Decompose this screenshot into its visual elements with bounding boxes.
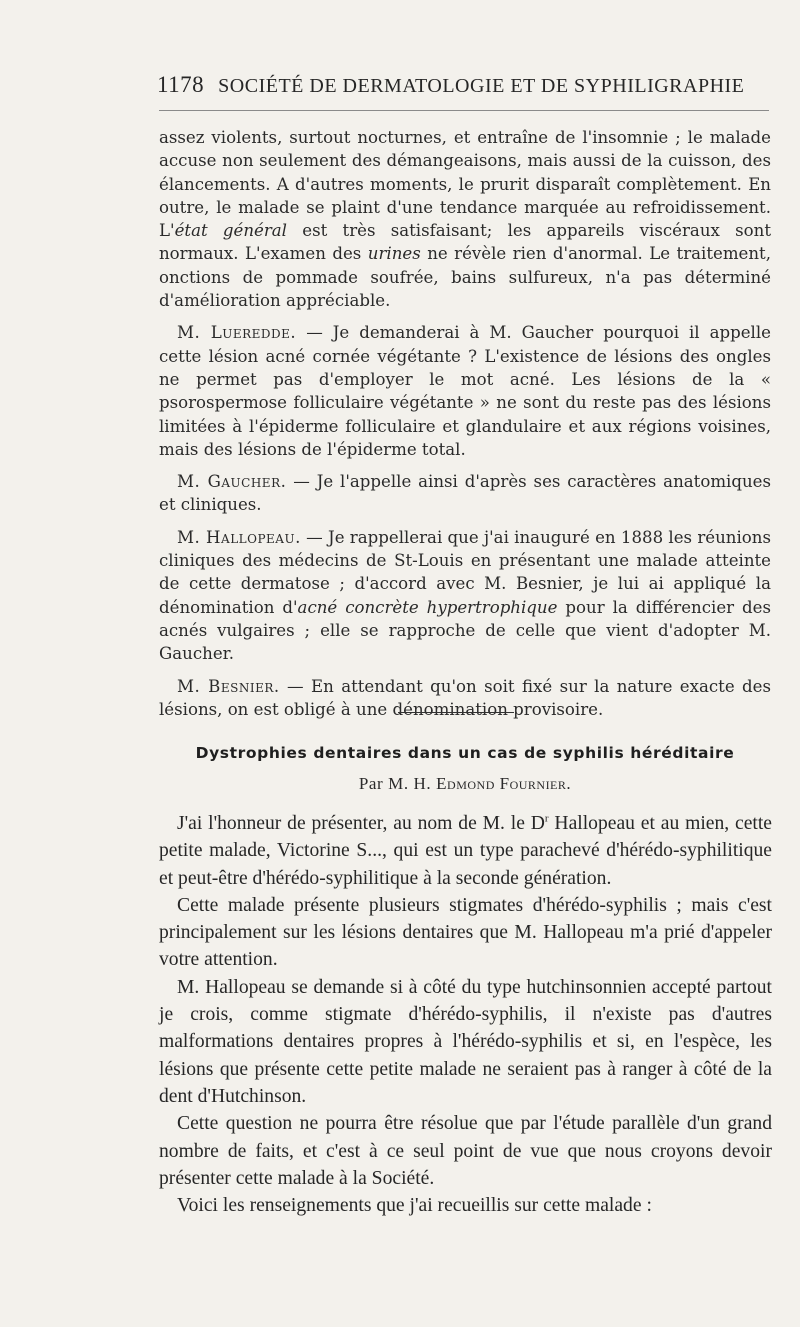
paragraph-case-description: assez violents, surtout nocturnes, et entraîne de l'insomnie ; le malade accuse non seulement des démangeaisons, mais aussi de la cuisson, des élancements. A d'autres moments, le prurit disparaît complètement. En outre, le malade se plaint d'une tendance marquée au refroidissement. L'état général est très satisfaisant; les appareils viscéraux sont normaux. L'examen des urines ne révèle rien d'anormal. Le traitement, onctions de pommade soufrée, bains sulfureux, n'a pas déterminé d'amélioration appréciable. xyxy=(159,128,772,311)
article-paragraph-3: M. Hallopeau se demande si à côté du type hutchinsonnien accepté partout je crois, comme stigmate d'hérédo-syphilis, il n'existe pas d'autres malformations dentaires propres à l'hérédo-syphilis et si, en l'espèce, les lésions que présente cette petite malade ne seraient pas à ranger à côté de la dent d'Hutchinson. xyxy=(159,976,772,1107)
article-body xyxy=(159,810,772,1219)
speaker-lueredde: M. Lueredde. xyxy=(177,323,297,343)
running-title: SOCIÉTÉ DE DERMATOLOGIE ET DE SYPHILIGRAPHIE xyxy=(218,75,745,97)
article-byline: Par M. H. Edmond Fournier. xyxy=(358,774,572,793)
article-title: Dystrophies dentaires dans un cas de syphilis héréditaire xyxy=(195,744,735,762)
article-paragraph-1: J'ai l'honneur de présenter, au nom de M. le $D^r$ Hallopeau et au mien, cette petite malade, Victorine S..., qui est un type parachevé d'hérédo-syphilitique et peut-être d'hérédo-syphilitique à la seconde génération. xyxy=(159,812,772,889)
italic-etat-general: état général xyxy=(174,221,287,241)
speaker-besnier: M. Besnier. xyxy=(177,676,280,696)
article-paragraph-5: Voici les renseignements que j'ai recueillis sur cette malade : xyxy=(177,1195,652,1217)
paragraph-lueredde: M. Lueredde. — Je demanderai à M. Gaucher pourquoi il appelle cette lésion acné cornée végétante ? L'existence de lésions des ongles ne permet pas d'employer le mot acné. Les lésions de la « psorospermose folliculaire végétante » ne sont du reste pas des lésions limitées à l'épiderme folliculaire et glandulaire et aux régions voisines, mais des lésions de l'épiderme total. xyxy=(159,323,771,459)
author-name: Edmond Fournier. xyxy=(436,774,572,793)
paragraph-hallopeau: M. Hallopeau. — Je rappellerai que j'ai inauguré en 1888 les réunions cliniques des médecins de St-Louis en présentant une malade atteinte de cette dermatose ; d'accord avec M. Besnier, je lui ai appliqué la dénomination d'acné concrète hypertrophique pour la différencier des acnés vulgaires ; elle se rapproche de celle que vient d'adopter M. Gaucher. xyxy=(159,527,771,664)
italic-acne-concrete: acné concrète hypertrophique xyxy=(297,597,558,617)
article-paragraph-4: Cette question ne pourra être résolue que par l'étude parallèle d'un grand nombre de faits, et c'est à ce seul point de vue que nous croyons devoir présenter cette malade à la Société. xyxy=(159,1113,772,1189)
italic-urines: urines xyxy=(367,244,421,264)
speaker-gaucher: M. Gaucher. xyxy=(177,472,287,492)
running-header xyxy=(157,72,771,102)
speaker-hallopeau: M. Hallopeau. xyxy=(177,527,301,547)
discussion-section xyxy=(159,126,771,721)
page-number: 1178 xyxy=(157,72,205,97)
paragraph-gaucher: M. Gaucher. — Je l'appelle ainsi d'après ses caractères anatomiques et cliniques. xyxy=(159,472,772,515)
article-paragraph-2: Cette malade présente plusieurs stigmates d'hérédo-syphilis ; mais c'est principalement sur les lésions dentaires que M. Hallopeau m'a prié d'appeler votre attention. xyxy=(159,894,772,971)
paragraph-besnier: M. Besnier. — En attendant qu'on soit fixé sur la nature exacte des lésions, on est obligé à une dénomination provisoire. xyxy=(159,676,771,719)
header-divider xyxy=(159,110,769,111)
section-divider xyxy=(398,712,514,713)
